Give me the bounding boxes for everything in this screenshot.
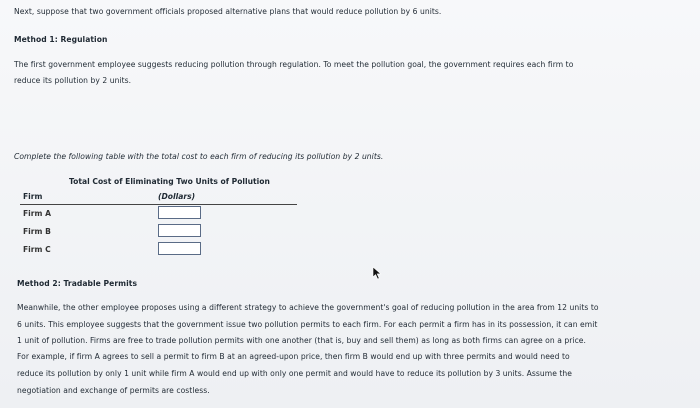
row-label-firm-c: Firm C xyxy=(23,245,51,254)
firm-a-cost-input[interactable] xyxy=(158,206,201,219)
method2-line4: For example, if firm A agrees to sell a permit to firm B at an agreed-upon price, then firm B would end up with three permits and would need to xyxy=(17,352,570,361)
column-header-dollars: (Dollars) xyxy=(158,192,196,201)
firm-c-cost-input[interactable] xyxy=(158,242,201,255)
table-instruction: Complete the following table with the total cost to each firm of reducing its pollution by 2 units. xyxy=(14,152,384,161)
column-header-firm: Firm xyxy=(23,192,43,201)
method1-heading: Method 1: Regulation xyxy=(14,35,108,44)
row-label-firm-a: Firm A xyxy=(23,209,51,218)
method1-paragraph-line1: The first government employee suggests reducing pollution through regulation. To meet the pollution goal, the government requires each firm to xyxy=(14,60,574,69)
method2-line6: negotiation and exchange of permits are costless. xyxy=(17,386,210,395)
table-header-rule xyxy=(20,204,297,205)
method2-line3: 1 unit of pollution. Firms are free to trade pollution permits with one another (that is, buy and sell them) as long as both firms can agree on a price. xyxy=(17,336,586,345)
method2-heading: Method 2: Tradable Permits xyxy=(17,279,138,288)
mouse-pointer-icon xyxy=(372,266,382,280)
method2-line5: reduce its pollution by only 1 unit while firm A would end up with only one permit and would have to reduce its pollution by 3 units. Assume the xyxy=(17,369,573,378)
firm-b-cost-input[interactable] xyxy=(158,224,201,237)
table-title: Total Cost of Eliminating Two Units of Pollution xyxy=(69,177,270,186)
method2-line1: Meanwhile, the other employee proposes using a different strategy to achieve the government's goal of reducing pollution in the area from 12 units to xyxy=(17,303,599,312)
method2-line2: 6 units. This employee suggests that the government issue two pollution permits to each firm. For each permit a firm has in its possession, it can emit xyxy=(17,320,598,329)
method1-paragraph-line2: reduce its pollution by 2 units. xyxy=(14,76,132,85)
intro-text: Next, suppose that two government officials proposed alternative plans that would reduce pollution by 6 units. xyxy=(14,7,442,16)
row-label-firm-b: Firm B xyxy=(23,227,51,236)
